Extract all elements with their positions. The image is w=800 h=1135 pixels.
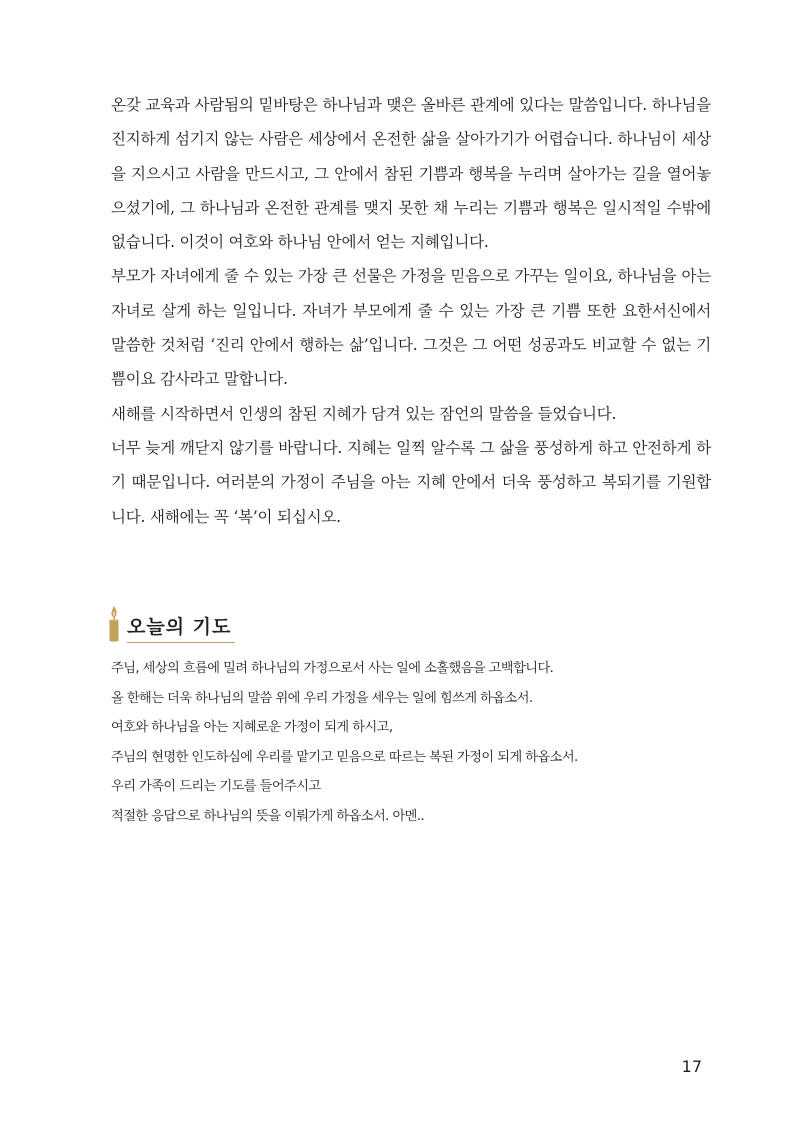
prayer-line: 적절한 응답으로 하나님의 뜻을 이뤄가게 하옵소서. 아멘.. [111,808,425,824]
paragraph: 새해를 시작하면서 인생의 참된 지혜가 담겨 있는 잠언의 말씀을 들었습니다. [111,404,617,423]
paragraph: 너무 늦게 깨닫지 않기를 바랍니다. 지혜는 일찍 알수록 그 삶을 풍성하게 하고 안전하게 하기 때문입니다. 여러분의 가정이 주님을 아는 지혜 안에서 더욱 풍성하고 복되기를 기원합니다. 새해에는 꼭 ‘복’이 되십시오. [111,438,711,526]
page-number: 17 [681,1057,702,1076]
prayer-line: 여호와 하나님을 아는 지혜로운 가정이 되게 하시고, [111,720,393,736]
candle-icon [107,605,121,643]
prayer-title-underline [127,612,235,643]
prayer-header [107,603,235,643]
prayer-line: 주님, 세상의 흐름에 밀려 하나님의 가정으로서 사는 일에 소홀했음을 고백합니다. [111,661,554,676]
paragraph: 부모가 자녀에게 줄 수 있는 가장 큰 선물은 가정을 믿음으로 가꾸는 일이요, 하나님을 아는 자녀로 살게 하는 일입니다. 자녀가 부모에게 줄 수 있는 가장 큰 기쁨 또한 요한서신에서 말씀한 것처럼 ‘진리 안에서 행하는 삶’입니다. 그것은 그 어떤 성공과도 비교할 수 없는 기쁨이요 감사라고 말합니다. [111,267,711,389]
body-text [111,88,711,534]
prayer-title: 오늘의 기도 [127,616,232,638]
prayer-line: 올 한해는 더욱 하나님의 말씀 위에 우리 가정을 세우는 일에 힘쓰게 하옵소서. [111,690,533,706]
prayer-line: 주님의 현명한 인도하심에 우리를 맡기고 믿음으로 따르는 복된 가정이 되게 하옵소서. [111,749,578,765]
prayer-line: 우리 가족이 드리는 기도를 들어주시고 [111,779,321,795]
prayer-text [111,654,711,832]
paragraph: 온갖 교육과 사람됨의 밑바탕은 하나님과 맺은 올바른 관계에 있다는 말씀입니다. 하나님을 진지하게 섬기지 않는 사람은 세상에서 온전한 삶을 살아가기가 어렵습니다. 하나님이 세상을 지으시고 사람을 만드시고, 그 안에서 참된 기쁨과 행복을 누리며 살아가는 길을 열어놓으셨기에, 그 하나님과 온전한 관계를 맺지 못한 채 누리는 기쁨과 행복은 일시적일 수밖에 없습니다. 이것이 여호와 하나님 안에서 얻는 지혜입니다. [111,96,711,252]
